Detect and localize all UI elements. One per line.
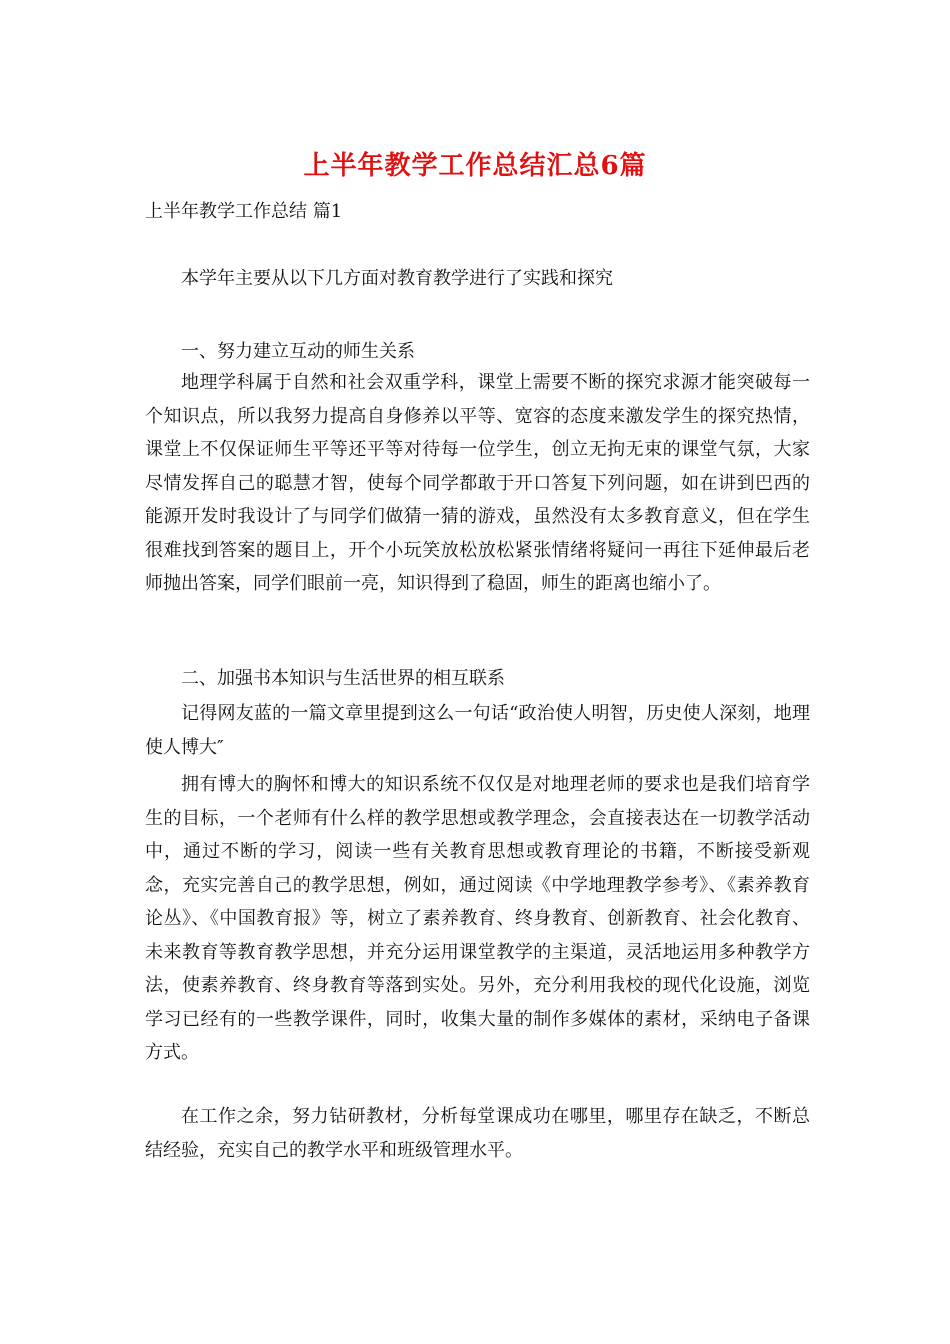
paragraph-4: 在工作之余，努力钻研教材，分析每堂课成功在哪里，哪里存在缺乏，不断总结经验，充实自己的教学水平和班级管理水平。 bbox=[145, 1106, 810, 1161]
section-1-heading: 一、努力建立互动的师生关系 bbox=[181, 341, 415, 362]
paragraph-1: 地理学科属于自然和社会双重学科，课堂上需要不断的探究求源才能突破每一个知识点，所以我努力提高自身修养以平等、宽容的态度来激发学生的探究热情，课堂上不仅保证师生平等还平等对待每一位学生，创立无拘无束的课堂气氛，大家尽情发挥自己的聪慧才智，使每个同学都敢于开口答复下列问题，如在讲到巴西的能源开发时我设计了与同学们做猜一猜的游戏，虽然没有太多教育意义，但在学生很难找到答案的题目上，开个小玩笑放松放松紧张情绪将疑问一再往下延伸最后老师抛出答案，同学们眼前一亮，知识得到了稳固，师生的距离也缩小了。 bbox=[145, 372, 810, 594]
document-subtitle: 上半年教学工作总结 篇1 bbox=[145, 201, 343, 222]
document-title: 上半年教学工作总结汇总6篇 bbox=[303, 151, 647, 181]
paragraph-2: 记得网友蓝的一篇文章里提到这么一句话“政治使人明智，历史使人深刻，地理使人博大″ bbox=[145, 703, 810, 758]
section-2-heading: 二、加强书本知识与生活世界的相互联系 bbox=[181, 668, 505, 689]
paragraph-3: 拥有博大的胸怀和博大的知识系统不仅仅是对地理老师的要求也是我们培育学生的目标，一个老师有什么样的教学思想或教学理念，会直接表达在一切教学活动中，通过不断的学习，阅读一些有关教育思想或教育理论的书籍，不断接受新观念，充实完善自己的教学思想，例如，通过阅读《中学地理教学参考》、《素养教育论丛》、《中国教育报》等，树立了素养教育、终身教育、创新教育、社会化教育、未来教育等教育教学思想，并充分运用课堂教学的主渠道，灵活地运用多种教学方法，使素养教育、终身教育等落到实处。另外，充分利用我校的现代化设施，浏览学习已经有的一些教学课件，同时，收集大量的制作多媒体的素材，采纳电子备课方式。 bbox=[145, 774, 810, 1063]
intro-paragraph: 本学年主要从以下几方面对教育教学进行了实践和探究 bbox=[181, 268, 613, 289]
